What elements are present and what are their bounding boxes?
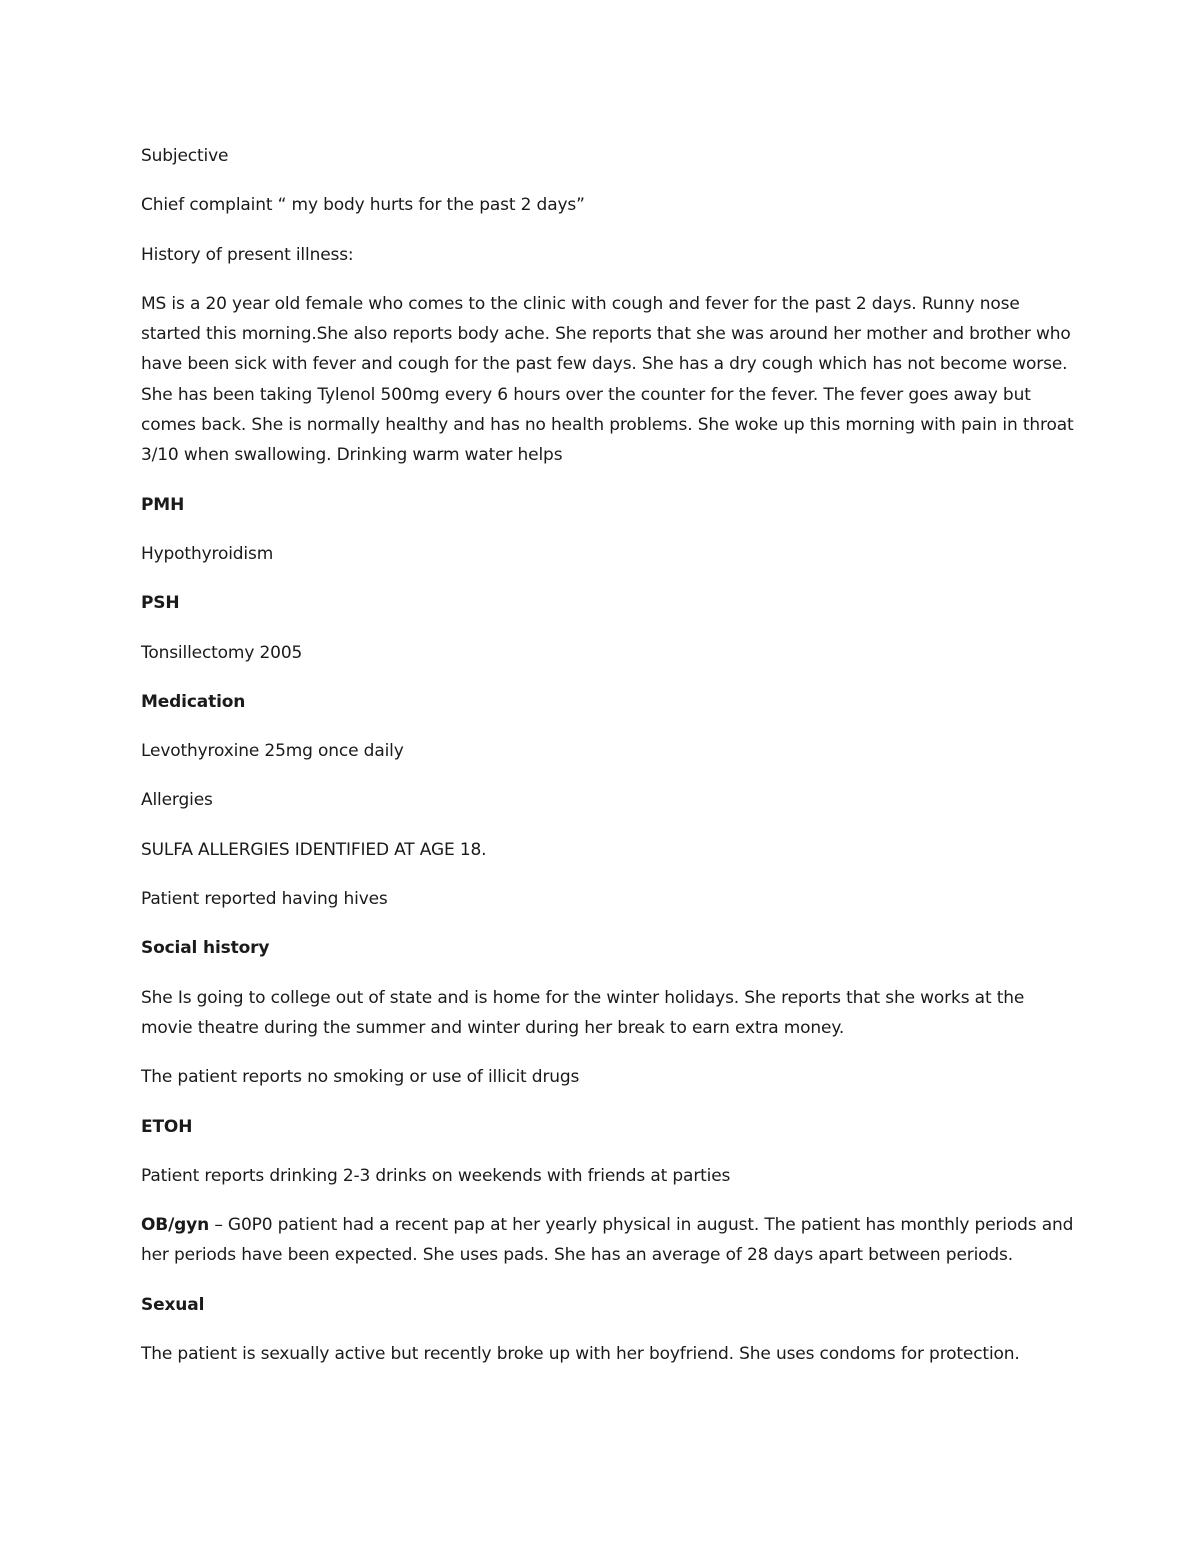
obgyn-paragraph: [141, 1210, 1076, 1271]
obgyn-label: OB/gyn: [141, 1215, 210, 1236]
psh-heading: PSH: [141, 593, 180, 614]
allergies-text: SULFA ALLERGIES IDENTIFIED AT AGE 18.: [141, 839, 487, 860]
document-body: [141, 141, 1076, 1388]
pmh-text: Hypothyroidism: [141, 543, 274, 564]
allergies-heading: Allergies: [141, 790, 213, 811]
sexual-heading: Sexual: [141, 1294, 205, 1315]
hpi-heading: History of present illness:: [141, 244, 354, 265]
medication-text: Levothyroxine 25mg once daily: [141, 741, 404, 762]
substance-use-text: The patient reports no smoking or use of illicit drugs: [141, 1067, 580, 1088]
etoh-heading: ETOH: [141, 1116, 193, 1137]
social-history-text: She Is going to college out of state and is home for the winter holidays. She reports that she works at the movie theatre during the summer and winter during her break to earn extra money.: [141, 987, 1025, 1038]
allergies-reaction: Patient reported having hives: [141, 889, 388, 910]
chief-complaint: Chief complaint “ my body hurts for the past 2 days”: [141, 195, 585, 216]
social-history-heading: Social history: [141, 938, 270, 959]
hpi-paragraph: MS is a 20 year old female who comes to the clinic with cough and fever for the past 2 days. Runny nose started this morning.She also reports body ache. She reports that she was around her mother and brother who have been sick with fever and cough for the past few days. She has a dry cough which has not become worse. She has been taking Tylenol 500mg every 6 hours over the counter for the fever. The fever goes away but comes back. She is normally healthy and has no health problems. She woke up this morning with pain in throat 3/10 when swallowing. Drinking warm water helps: [141, 293, 1074, 466]
subjective-heading: Subjective: [141, 146, 229, 166]
sexual-text: The patient is sexually active but recently broke up with her boyfriend. She uses condoms for protection.: [141, 1344, 1020, 1365]
pmh-heading: PMH: [141, 494, 185, 515]
medication-heading: Medication: [141, 691, 246, 712]
psh-text: Tonsillectomy 2005: [141, 642, 303, 663]
etoh-text: Patient reports drinking 2-3 drinks on weekends with friends at parties: [141, 1165, 731, 1186]
obgyn-text: – G0P0 patient had a recent pap at her yearly physical in august. The patient has monthly periods and her periods have been expected. She uses pads. She has an average of 28 days apart between periods.: [141, 1215, 1074, 1266]
